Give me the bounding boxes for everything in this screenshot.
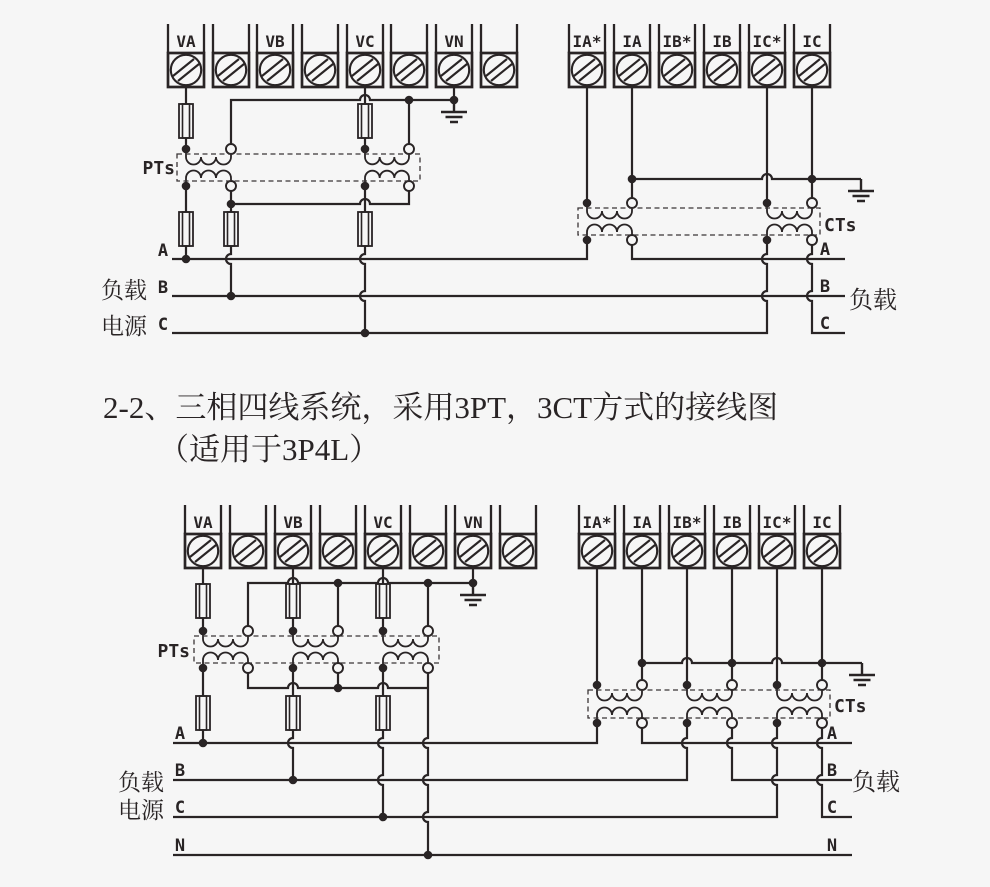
terminal-VN [455,505,491,568]
terminal-label: IA* [572,32,602,51]
screw-icon [627,536,657,566]
terminal-IC [804,505,840,568]
terminal-IA* [569,24,605,87]
ground-icon [460,583,486,605]
phase-b-label-left: B [174,761,186,781]
screw-slot-icon [307,59,333,81]
screw-slot-icon [505,540,531,562]
terminal-VC [365,505,401,568]
fuse [358,104,372,138]
cts-dashed-box [588,690,830,718]
pt-primary-coil [365,149,409,164]
wire [248,578,473,631]
terminal-screw-box [569,53,605,87]
terminal-label-box [391,24,427,53]
terminal-IB* [659,24,695,87]
junction-dot [289,627,298,636]
junction-dot [638,659,647,668]
terminal-label: VA [193,513,213,532]
cts-label: CTs [834,696,867,717]
junction-dot [379,813,388,822]
terminal-screw-box [185,534,221,568]
screw-slot-icon [460,540,486,562]
terminal-label: VA [176,32,196,51]
junction-dot [227,292,236,301]
ground-icon [849,663,875,685]
polarity-circle [423,663,433,673]
terminal-screw-box [714,534,750,568]
ct-primary-coil [587,203,632,219]
cts-dashed-box [578,208,820,235]
ct-secondary-coil [777,708,822,724]
junction-dot [808,175,817,184]
screw-icon [797,55,827,85]
screw-icon [458,536,488,566]
load-label-right: 负载 [849,288,897,314]
junction-dot [583,236,592,245]
junction-dot [773,681,782,690]
polarity-circle [243,663,253,673]
polarity-circle [243,626,253,636]
terminal-screw-box [624,534,660,568]
junction-dot [182,145,191,154]
terminal-label: VN [444,32,464,51]
load-label-left: 负载 [101,278,147,303]
terminal-screw-box [669,534,705,568]
junction-dot [182,255,191,264]
terminal-IB* [669,505,705,568]
junction-dot [405,96,414,105]
terminal-screw-box [410,534,446,568]
pt-primary-coil [383,631,428,647]
screw-slot-icon [325,540,351,562]
wire [642,658,862,663]
phase-b-label-right: B [826,761,838,781]
screw-slot-icon [262,59,288,81]
terminal-label: IB [712,32,732,51]
terminal-label-box [410,505,446,534]
terminal-screw-box [391,53,427,87]
fuse [179,104,193,138]
terminal-IC* [749,24,785,87]
terminal-label-box [230,505,266,534]
fuse [196,584,210,618]
screw-icon [278,536,308,566]
screw-icon [672,536,702,566]
fuse [376,696,390,730]
junction-dot [818,659,827,668]
terminal-screw-box [230,534,266,568]
screw-slot-icon [173,59,199,81]
terminal-IA* [579,505,615,568]
screw-icon [350,55,380,85]
terminal-label-box [320,505,356,534]
junction-dot [199,739,208,748]
pt-secondary-coil [186,171,231,186]
pts-label: PTs [157,641,190,662]
phase-a-label-right: A [819,240,831,260]
wiring-diagram-top [101,24,897,339]
polarity-circle [637,718,647,728]
terminal-IB [714,505,750,568]
screw-slot-icon [235,540,261,562]
terminal-blank [500,505,536,568]
caption [103,390,778,467]
junction-dot [773,719,782,728]
junction-dot [424,579,433,588]
terminal-label: VN [463,513,483,532]
terminal-blank [410,505,446,568]
screw-slot-icon [218,59,244,81]
terminal-label: IC [802,32,822,51]
polarity-circle [423,626,433,636]
terminal-VB [257,24,293,87]
junction-dot [763,236,772,245]
screw-icon [662,55,692,85]
pt-primary-coil [203,631,248,647]
polarity-circle [727,680,737,690]
terminal-VC [347,24,383,87]
terminal-IB [704,24,740,87]
polarity-circle [627,235,637,245]
junction-dot [199,627,208,636]
screw-icon [717,536,747,566]
terminal-label: IB* [672,513,702,532]
terminal-screw-box [481,53,517,87]
wire [231,95,454,149]
screw-icon [503,536,533,566]
fuse [286,696,300,730]
screw-slot-icon [664,59,690,81]
polarity-circle [807,235,817,245]
screw-icon [216,55,246,85]
terminal-VN [436,24,472,87]
terminal-IC* [759,505,795,568]
screw-icon [572,55,602,85]
junction-dot [334,579,343,588]
screw-icon [233,536,263,566]
junction-dot [424,851,433,860]
screw-slot-icon [396,59,422,81]
junction-dot [361,182,370,191]
screw-icon [807,536,837,566]
terminal-screw-box [168,53,204,87]
terminal-screw-box [320,534,356,568]
polarity-circle [727,718,737,728]
terminal-screw-box [275,534,311,568]
screw-icon [260,55,290,85]
terminal-label: IA [632,513,652,532]
terminal-label: VB [265,32,285,51]
junction-dot [379,627,388,636]
polarity-circle [226,144,236,154]
terminal-screw-box [347,53,383,87]
terminal-screw-box [213,53,249,87]
ct-primary-coil [777,685,822,701]
terminal-label: IC [812,513,832,532]
terminal-screw-box [302,53,338,87]
terminal-screw-box [579,534,615,568]
screw-slot-icon [799,59,825,81]
junction-dot [289,664,298,673]
junction-dot [227,200,236,209]
junction-dot [593,719,602,728]
screw-slot-icon [574,59,600,81]
load-label-right: 负载 [852,770,900,796]
pt-secondary-coil [383,653,428,668]
junction-dot [593,681,602,690]
terminal-screw-box [804,534,840,568]
wire [632,174,861,179]
screw-icon [323,536,353,566]
terminal-label-box [302,24,338,53]
polarity-circle [627,198,637,208]
screw-icon [617,55,647,85]
polarity-circle [404,181,414,191]
polarity-circle [637,680,647,690]
polarity-circle [333,626,343,636]
phase-c-label-right: C [826,798,838,818]
terminal-IA [614,24,650,87]
caption-line-2: （适用于3P4L） [158,432,381,467]
pt-secondary-coil [203,653,248,668]
screw-icon [484,55,514,85]
phase-a-label-right: A [826,724,838,744]
junction-dot [379,664,388,673]
fuse [179,212,193,246]
wire [423,668,428,855]
polarity-circle [404,144,414,154]
terminal-VB [275,505,311,568]
terminal-label: VB [283,513,303,532]
screw-slot-icon [280,540,306,562]
screw-slot-icon [674,540,700,562]
screw-icon [582,536,612,566]
polarity-circle [333,663,343,673]
ct-secondary-coil [767,225,812,241]
terminal-screw-box [704,53,740,87]
junction-dot [728,659,737,668]
phase-c-label-left: C [157,315,169,335]
phase-a-label-left: A [157,241,169,261]
ct-secondary-coil [587,225,632,241]
phase-a-label-left: A [174,724,186,744]
phase-n-label-left: N [174,836,186,856]
terminal-blank [213,24,249,87]
junction-dot [361,145,370,154]
terminal-blank [230,505,266,568]
junction-dot [289,776,298,785]
screw-icon [188,536,218,566]
junction-dot [334,684,343,693]
terminal-IC [794,24,830,87]
polarity-circle [226,181,236,191]
screw-icon [439,55,469,85]
terminal-screw-box [257,53,293,87]
terminal-screw-box [759,534,795,568]
terminal-label: IA* [582,513,612,532]
terminal-label: IA [622,32,642,51]
phase-c-label-left: C [174,798,186,818]
ct-secondary-coil [687,708,732,724]
pts-dashed-box [177,154,420,181]
ct-secondary-coil [597,708,642,724]
terminal-label-box [213,24,249,53]
junction-dot [763,199,772,208]
pt-primary-coil [293,631,338,647]
junction-dot [361,329,370,338]
terminal-blank [391,24,427,87]
fuse [286,584,300,618]
terminal-label: IB [722,513,742,532]
terminal-IA [624,505,660,568]
load-label-left: 负载 [118,770,164,795]
screw-slot-icon [719,540,745,562]
terminal-label-box [481,24,517,53]
terminal-blank [320,505,356,568]
screw-icon [171,55,201,85]
wiring-diagram-bottom [118,505,900,859]
terminal-screw-box [659,53,695,87]
polarity-circle [817,680,827,690]
pts-dashed-box [194,636,439,663]
screw-icon [413,536,443,566]
terminal-VA [168,24,204,87]
fuse [358,212,372,246]
terminal-screw-box [614,53,650,87]
terminal-blank [302,24,338,87]
terminal-blank [481,24,517,87]
screw-slot-icon [486,59,512,81]
junction-dot [199,664,208,673]
polarity-circle [817,718,827,728]
ct-primary-coil [767,203,812,219]
terminal-label: IC* [752,32,782,51]
junction-dot [628,175,637,184]
junction-dot [683,719,692,728]
screw-slot-icon [754,59,780,81]
pts-label: PTs [142,158,175,179]
fuse [224,212,238,246]
ct-primary-coil [687,685,732,701]
screw-slot-icon [441,59,467,81]
phase-b-label-left: B [157,278,169,298]
fuse [196,696,210,730]
wire [172,240,767,333]
terminal-screw-box [794,53,830,87]
screw-slot-icon [584,540,610,562]
screw-icon [305,55,335,85]
cts-label: CTs [824,215,857,236]
terminal-label: VC [373,513,393,532]
screw-slot-icon [370,540,396,562]
screw-icon [394,55,424,85]
screw-slot-icon [190,540,216,562]
junction-dot [683,681,692,690]
screw-slot-icon [764,540,790,562]
source-label-left: 电源 [101,314,147,339]
wire [231,186,409,204]
screw-slot-icon [352,59,378,81]
screw-slot-icon [709,59,735,81]
screw-slot-icon [415,540,441,562]
wire [173,723,687,780]
pt-secondary-coil [365,171,409,186]
screw-icon [762,536,792,566]
screw-slot-icon [629,540,655,562]
caption-line-1: 2-2、三相四线系统，采用3PT，3CT方式的接线图 [103,390,779,425]
terminal-screw-box [455,534,491,568]
junction-dot [583,199,592,208]
screw-slot-icon [809,540,835,562]
phase-n-label-right: N [826,836,838,856]
screw-icon [368,536,398,566]
screw-icon [752,55,782,85]
terminal-VA [185,505,221,568]
ground-icon [441,100,467,122]
screw-icon [707,55,737,85]
terminal-label: IC* [762,513,792,532]
terminal-label-box [500,505,536,534]
junction-dot [182,182,191,191]
pt-secondary-coil [293,653,338,668]
phase-c-label-right: C [819,314,831,334]
ground-icon [848,179,874,201]
ct-primary-coil [597,685,642,701]
phase-b-label-right: B [819,277,831,297]
polarity-circle [807,198,817,208]
fuse [376,584,390,618]
terminal-screw-box [749,53,785,87]
terminal-screw-box [365,534,401,568]
source-label-left: 电源 [118,798,164,823]
terminal-screw-box [500,534,536,568]
pt-primary-coil [186,149,231,165]
screw-slot-icon [619,59,645,81]
terminal-label: VC [355,32,375,51]
terminal-screw-box [436,53,472,87]
terminal-label: IB* [662,32,692,51]
